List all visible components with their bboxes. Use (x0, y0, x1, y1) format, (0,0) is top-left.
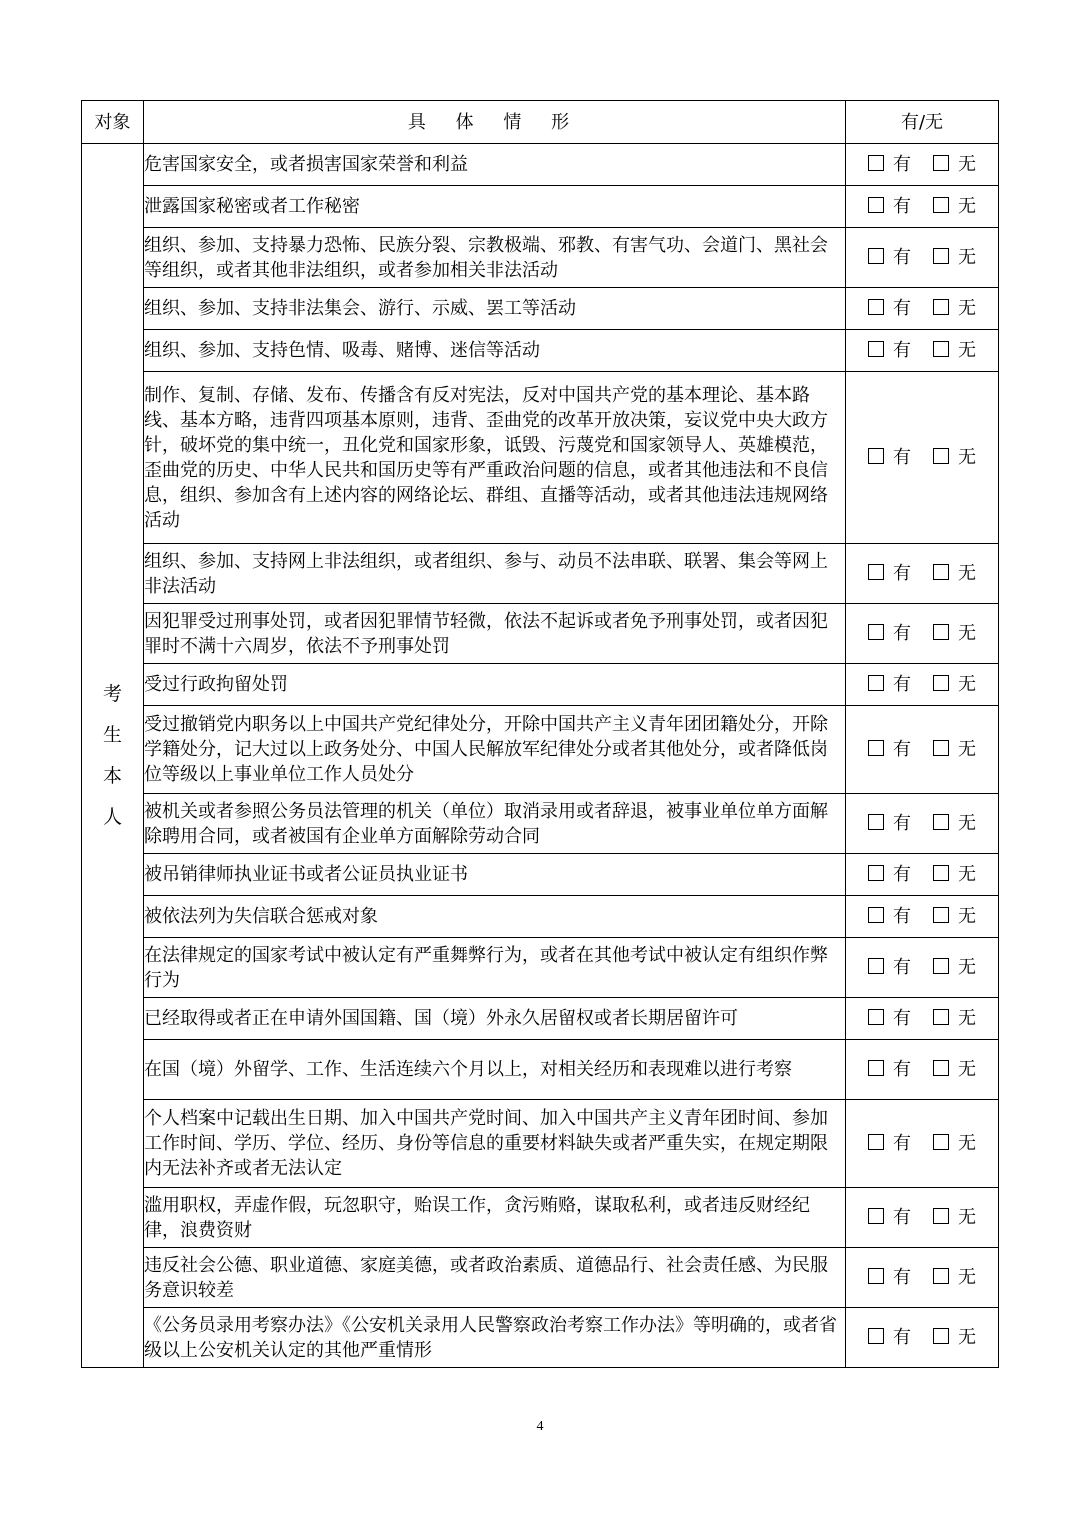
checkbox-yes[interactable] (868, 865, 884, 881)
option-yes-label: 有 (893, 1008, 911, 1029)
checkbox-yes[interactable] (868, 1328, 884, 1344)
checkbox-yes[interactable] (868, 197, 884, 213)
checkbox-no[interactable] (933, 248, 949, 264)
option-yes-label: 有 (893, 813, 911, 834)
checkbox-no[interactable] (933, 1060, 949, 1076)
checkbox-yes[interactable] (868, 155, 884, 171)
table-body (82, 144, 999, 1368)
table-row (82, 186, 999, 228)
option-no-label: 无 (958, 247, 976, 268)
option-no[interactable] (933, 1325, 976, 1350)
yes-no-cell (846, 794, 999, 854)
option-yes-label: 有 (893, 1267, 911, 1288)
table-row (82, 330, 999, 372)
yes-no-cell (846, 1100, 999, 1188)
option-no-label: 无 (958, 813, 976, 834)
option-yes[interactable] (868, 1205, 911, 1230)
option-no-label: 无 (958, 1008, 976, 1029)
option-no-label: 无 (958, 563, 976, 584)
option-no-label: 无 (958, 957, 976, 978)
option-no[interactable] (933, 1006, 976, 1031)
yes-no-cell (846, 1188, 999, 1248)
checkbox-yes[interactable] (868, 1208, 884, 1224)
table-row (82, 228, 999, 288)
option-yes-label: 有 (893, 957, 911, 978)
yes-no-cell (846, 706, 999, 794)
option-yes[interactable] (868, 955, 911, 980)
option-no[interactable] (933, 1131, 976, 1156)
checkbox-no[interactable] (933, 624, 949, 640)
option-no-label: 无 (958, 674, 976, 695)
checkbox-no[interactable] (933, 958, 949, 974)
checkbox-yes[interactable] (868, 740, 884, 756)
situation-description: 泄露国家秘密或者工作秘密 (144, 186, 846, 228)
table-row (82, 288, 999, 330)
table-row (82, 938, 999, 998)
yes-no-cell (846, 372, 999, 544)
situation-description: 个人档案中记载出生日期、加入中国共产党时间、加入中国共产主义青年团时间、参加工作时间、学历、学位、经历、身份等信息的重要材料缺失或者严重失实，在规定期限内无法补齐或者无法认定 (144, 1100, 846, 1188)
option-yes-label: 有 (893, 154, 911, 175)
checkbox-yes[interactable] (868, 299, 884, 315)
option-no[interactable] (933, 1265, 976, 1290)
table-row (82, 1248, 999, 1308)
table-row (82, 664, 999, 706)
option-yes[interactable] (868, 1131, 911, 1156)
yes-no-cell (846, 664, 999, 706)
yes-no-cell (846, 604, 999, 664)
checkbox-no[interactable] (933, 814, 949, 830)
option-yes[interactable] (868, 1325, 911, 1350)
checkbox-no[interactable] (933, 299, 949, 315)
checkbox-yes[interactable] (868, 1009, 884, 1025)
option-no[interactable] (933, 1057, 976, 1082)
option-yes[interactable] (868, 296, 911, 321)
option-yes[interactable] (868, 445, 911, 470)
option-yes-label: 有 (893, 1207, 911, 1228)
option-yes[interactable] (868, 1006, 911, 1031)
option-no-label: 无 (958, 298, 976, 319)
yes-no-cell (846, 1040, 999, 1100)
option-no[interactable] (933, 245, 976, 270)
option-yes-label: 有 (893, 563, 911, 584)
option-no-label: 无 (958, 196, 976, 217)
yes-no-cell (846, 1308, 999, 1368)
option-yes-label: 有 (893, 447, 911, 468)
option-yes-label: 有 (893, 1059, 911, 1080)
option-no-label: 无 (958, 1267, 976, 1288)
situation-description: 在法律规定的国家考试中被认定有严重舞弊行为，或者在其他考试中被认定有组织作弊行为 (144, 938, 846, 998)
situation-description: 被机关或者参照公务员法管理的机关（单位）取消录用或者辞退，被事业单位单方面解除聘用合同，或者被国有企业单方面解除劳动合同 (144, 794, 846, 854)
table-row (82, 144, 999, 186)
option-no-label: 无 (958, 1133, 976, 1154)
checkbox-yes[interactable] (868, 448, 884, 464)
table-row (82, 854, 999, 896)
situation-description: 组织、参加、支持网上非法组织，或者组织、参与、动员不法串联、联署、集会等网上非法活动 (144, 544, 846, 604)
checkbox-no[interactable] (933, 1009, 949, 1025)
option-no-label: 无 (958, 1207, 976, 1228)
option-no-label: 无 (958, 447, 976, 468)
checkbox-yes[interactable] (868, 1060, 884, 1076)
table-row (82, 544, 999, 604)
table-row (82, 1308, 999, 1368)
object-label: 考生本人 (102, 682, 122, 828)
option-yes-label: 有 (893, 340, 911, 361)
option-yes-label: 有 (893, 739, 911, 760)
checkbox-yes[interactable] (868, 1134, 884, 1150)
table-row (82, 794, 999, 854)
option-no-label: 无 (958, 623, 976, 644)
yes-no-cell (846, 288, 999, 330)
yes-no-cell (846, 896, 999, 938)
option-yes[interactable] (868, 245, 911, 270)
situation-description: 被依法列为失信联合惩戒对象 (144, 896, 846, 938)
yes-no-cell (846, 186, 999, 228)
option-no[interactable] (933, 338, 976, 363)
option-yes[interactable] (868, 811, 911, 836)
checkbox-no[interactable] (933, 155, 949, 171)
option-no[interactable] (933, 1205, 976, 1230)
table-row (82, 604, 999, 664)
checkbox-no[interactable] (933, 865, 949, 881)
checkbox-no[interactable] (933, 740, 949, 756)
option-yes-label: 有 (893, 247, 911, 268)
checkbox-no[interactable] (933, 1268, 949, 1284)
yes-no-cell (846, 330, 999, 372)
situation-description: 制作、复制、存储、发布、传播含有反对宪法，反对中国共产党的基本理论、基本路线、基本方略，违背四项基本原则，违背、歪曲党的改革开放决策，妄议党中央大政方针，破坏党的集中统一，丑化党和国家形象，诋毁、污蔑党和国家领导人、英雄模范，歪曲党的历史、中华人民共和国历史等有严重政治问题的信息，或者其他违法和不良信息，组织、参加含有上述内容的网络论坛、群组、直播等活动，或者其他违法违规网络活动 (144, 372, 846, 544)
checkbox-yes[interactable] (868, 958, 884, 974)
option-no[interactable] (933, 296, 976, 321)
table-row (82, 706, 999, 794)
option-no-label: 无 (958, 739, 976, 760)
table-row (82, 1040, 999, 1100)
option-no[interactable] (933, 737, 976, 762)
option-yes[interactable] (868, 194, 911, 219)
object-cell (82, 144, 144, 1368)
situation-description: 危害国家安全，或者损害国家荣誉和利益 (144, 144, 846, 186)
checkbox-no[interactable] (933, 675, 949, 691)
option-no-label: 无 (958, 154, 976, 175)
option-no-label: 无 (958, 340, 976, 361)
table-row (82, 1188, 999, 1248)
political-review-table (81, 100, 999, 1368)
checkbox-no[interactable] (933, 1208, 949, 1224)
checkbox-no[interactable] (933, 907, 949, 923)
checkbox-no[interactable] (933, 341, 949, 357)
situation-description: 已经取得或者正在申请外国国籍、国（境）外永久居留权或者长期居留许可 (144, 998, 846, 1040)
checkbox-yes[interactable] (868, 907, 884, 923)
checkbox-no[interactable] (933, 197, 949, 213)
situation-description: 受过撤销党内职务以上中国共产党纪律处分，开除中国共产主义青年团团籍处分，开除学籍处分，记大过以上政务处分、中国人民解放军纪律处分或者其他处分，或者降低岗位等级以上事业单位工作人员处分 (144, 706, 846, 794)
yes-no-cell (846, 998, 999, 1040)
situation-description: 违反社会公德、职业道德、家庭美德，或者政治素质、道德品行、社会责任感、为民服务意识较差 (144, 1248, 846, 1308)
header-description: 具 体 情 形 (144, 101, 846, 144)
option-no[interactable] (933, 152, 976, 177)
table-header-row (82, 101, 999, 144)
checkbox-no[interactable] (933, 448, 949, 464)
option-yes-label: 有 (893, 864, 911, 885)
option-no[interactable] (933, 862, 976, 887)
checkbox-yes[interactable] (868, 341, 884, 357)
option-yes[interactable] (868, 621, 911, 646)
option-yes[interactable] (868, 338, 911, 363)
option-yes-label: 有 (893, 623, 911, 644)
checkbox-no[interactable] (933, 564, 949, 580)
option-yes[interactable] (868, 904, 911, 929)
checkbox-yes[interactable] (868, 624, 884, 640)
option-no[interactable] (933, 445, 976, 470)
table-row (82, 372, 999, 544)
page-number: 4 (536, 1419, 544, 1434)
yes-no-cell (846, 544, 999, 604)
option-yes-label: 有 (893, 674, 911, 695)
yes-no-cell (846, 144, 999, 186)
option-yes[interactable] (868, 152, 911, 177)
situation-description: 在国（境）外留学、工作、生活连续六个月以上，对相关经历和表现难以进行考察 (144, 1040, 846, 1100)
situation-description: 组织、参加、支持非法集会、游行、示威、罢工等活动 (144, 288, 846, 330)
option-no[interactable] (933, 955, 976, 980)
checkbox-yes[interactable] (868, 814, 884, 830)
option-no-label: 无 (958, 864, 976, 885)
checkbox-no[interactable] (933, 1328, 949, 1344)
checkbox-no[interactable] (933, 1134, 949, 1150)
option-yes[interactable] (868, 672, 911, 697)
header-object: 对象 (82, 101, 144, 144)
option-yes-label: 有 (893, 196, 911, 217)
checkbox-yes[interactable] (868, 675, 884, 691)
option-no[interactable] (933, 904, 976, 929)
yes-no-cell (846, 228, 999, 288)
table-row (82, 998, 999, 1040)
option-no-label: 无 (958, 1327, 976, 1348)
option-no[interactable] (933, 811, 976, 836)
situation-description: 被吊销律师执业证书或者公证员执业证书 (144, 854, 846, 896)
situation-description: 滥用职权，弄虚作假，玩忽职守，贻误工作，贪污贿赂，谋取私利，或者违反财经纪律，浪费资财 (144, 1188, 846, 1248)
option-yes-label: 有 (893, 1327, 911, 1348)
option-no-label: 无 (958, 906, 976, 927)
checkbox-yes[interactable] (868, 248, 884, 264)
option-yes-label: 有 (893, 906, 911, 927)
situation-description: 《公务员录用考察办法》《公安机关录用人民警察政治考察工作办法》等明确的，或者省级以上公安机关认定的其他严重情形 (144, 1308, 846, 1368)
option-yes[interactable] (868, 1057, 911, 1082)
table-row (82, 1100, 999, 1188)
situation-description: 受过行政拘留处罚 (144, 664, 846, 706)
situation-description: 组织、参加、支持暴力恐怖、民族分裂、宗教极端、邪教、有害气功、会道门、黑社会等组织，或者其他非法组织，或者参加相关非法活动 (144, 228, 846, 288)
option-yes-label: 有 (893, 298, 911, 319)
header-yes-no: 有/无 (846, 101, 999, 144)
option-yes[interactable] (868, 862, 911, 887)
option-yes[interactable] (868, 737, 911, 762)
option-no[interactable] (933, 621, 976, 646)
yes-no-cell (846, 1248, 999, 1308)
option-no[interactable] (933, 672, 976, 697)
yes-no-cell (846, 938, 999, 998)
yes-no-cell (846, 854, 999, 896)
option-yes-label: 有 (893, 1133, 911, 1154)
checkbox-yes[interactable] (868, 564, 884, 580)
option-no-label: 无 (958, 1059, 976, 1080)
option-yes[interactable] (868, 1265, 911, 1290)
situation-description: 因犯罪受过刑事处罚，或者因犯罪情节轻微，依法不起诉或者免予刑事处罚，或者因犯罪时不满十六周岁，依法不予刑事处罚 (144, 604, 846, 664)
checkbox-yes[interactable] (868, 1268, 884, 1284)
option-yes[interactable] (868, 561, 911, 586)
situation-description: 组织、参加、支持色情、吸毒、赌博、迷信等活动 (144, 330, 846, 372)
option-no[interactable] (933, 561, 976, 586)
table-row (82, 896, 999, 938)
option-no[interactable] (933, 194, 976, 219)
